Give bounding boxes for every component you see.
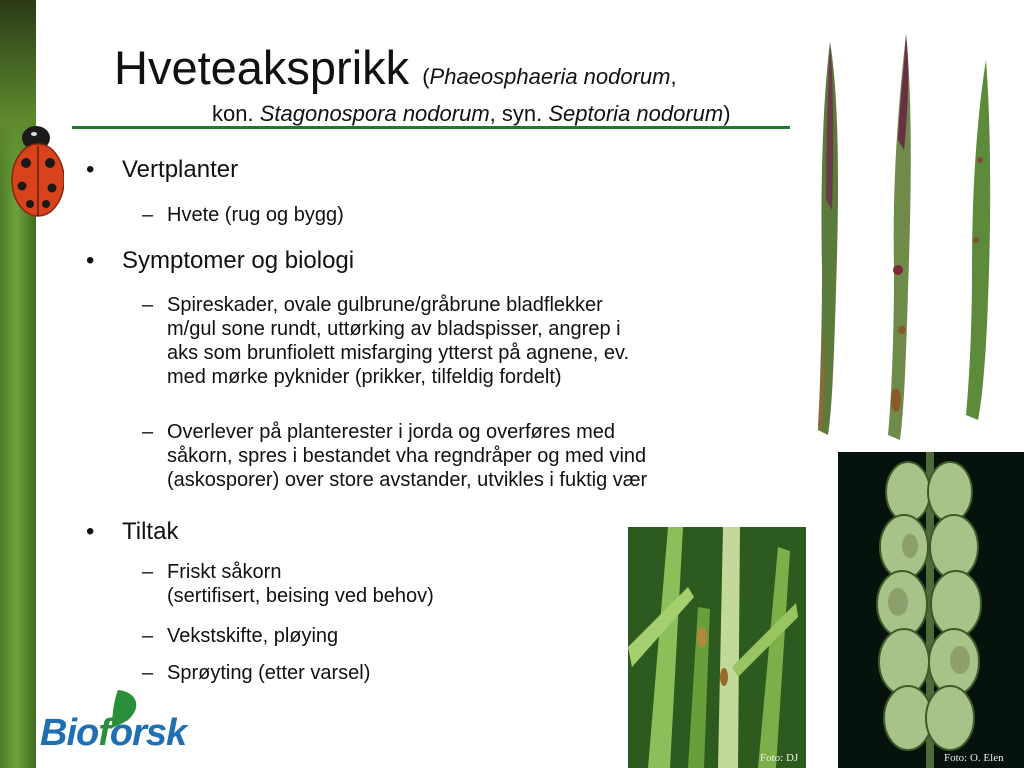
- title-latin-name-2: Stagonospora nodorum: [259, 101, 490, 126]
- bullet-icon: •: [86, 156, 95, 183]
- title-syn: , syn.: [489, 101, 543, 126]
- sub-bullet-line: Overlever på planterester i jorda og overføres med: [167, 421, 615, 443]
- title-open-paren: (: [422, 64, 430, 89]
- sub-bullet-line: m/gul sone rundt, uttørking av bladspisser, angrep i: [167, 318, 621, 340]
- sub-bullet-line: Friskt såkorn: [167, 561, 282, 583]
- title-latin-name: Phaeosphaeria nodorum: [429, 64, 671, 89]
- title-kon: kon.: [212, 101, 254, 126]
- bullet-heading: [86, 247, 355, 275]
- sub-bullet-line: Spireskader, ovale gulbrune/gråbrune bladflekker: [167, 294, 603, 316]
- bullet-icon: •: [86, 247, 95, 274]
- sub-bullet: [142, 560, 434, 608]
- sub-bullet-line: Sprøyting (etter varsel): [167, 662, 371, 684]
- photo-credit-right: Foto: O. Elen: [944, 752, 1004, 764]
- sub-bullet-line: Vekstskifte, pløying: [167, 625, 339, 647]
- dash-icon: –: [142, 625, 154, 647]
- dash-icon: –: [142, 662, 154, 684]
- sub-bullet: [142, 203, 344, 227]
- sub-bullet-line: (sertifisert, beising ved behov): [167, 585, 434, 607]
- ladybug-image: [6, 118, 64, 218]
- sub-bullet-line: med mørke pyknider (prikker, tilfeldig fordelt): [167, 366, 562, 388]
- bullet-heading: [86, 518, 179, 546]
- slide-title: [114, 40, 677, 95]
- title-main: Hveteaksprikk: [114, 41, 410, 94]
- slide-subtitle: [212, 101, 731, 127]
- sub-bullet-line: såkorn, spres i bestandet vha regndråper og med vind: [167, 445, 647, 467]
- logo-text-bio: Bio: [40, 712, 99, 754]
- dash-icon: –: [142, 561, 154, 583]
- sub-bullet: [142, 661, 371, 685]
- logo-text-f: f: [98, 712, 110, 754]
- photo-credit-left: Foto: DJ: [760, 752, 799, 764]
- title-underline: [72, 126, 790, 129]
- sub-bullet-text: Hvete (rug og bygg): [167, 204, 344, 226]
- title-comma: ,: [670, 64, 677, 89]
- heading-symptomer: Symptomer og biologi: [122, 247, 355, 274]
- bioforsk-logo: [40, 712, 186, 755]
- dash-icon: –: [142, 204, 154, 226]
- logo-text-orsk: orsk: [109, 712, 187, 754]
- bullet-heading: [86, 156, 239, 184]
- infected-leaves-photo: [800, 30, 1024, 450]
- title-latin-name-3: Septoria nodorum: [548, 101, 724, 126]
- dash-icon: –: [142, 421, 154, 443]
- sub-bullet: [142, 293, 630, 389]
- bullet-icon: •: [86, 518, 95, 545]
- infected-plants-photo: [628, 527, 806, 768]
- heading-vertplanter: Vertplanter: [122, 156, 239, 183]
- heading-tiltak: Tiltak: [122, 518, 179, 545]
- dash-icon: –: [142, 294, 154, 316]
- sub-bullet-line: aks som brunfiolett misfarging ytterst på agnene, ev.: [167, 342, 630, 364]
- sub-bullet-line: (askosporer) over store avstander, utvikles i fuktig vær: [167, 469, 648, 491]
- sub-bullet: [142, 624, 339, 648]
- sub-bullet: [142, 420, 648, 492]
- title-close-paren: ): [723, 101, 731, 126]
- wheat-ear-photo: [838, 452, 1024, 768]
